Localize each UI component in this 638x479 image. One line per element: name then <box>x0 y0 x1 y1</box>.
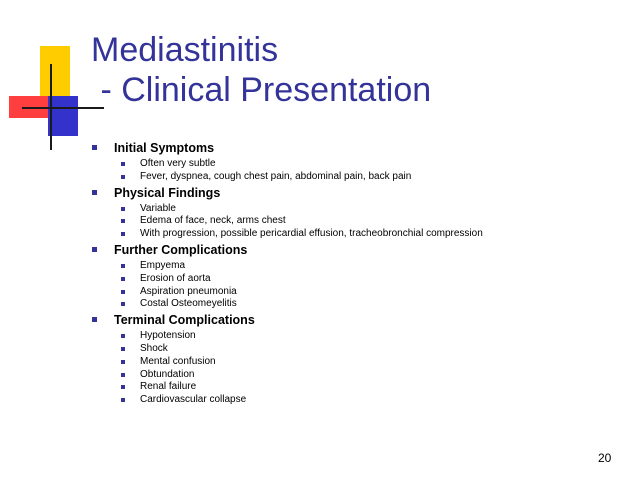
list-item <box>90 158 610 171</box>
list-item <box>90 171 610 184</box>
square-bullet-icon <box>121 360 125 364</box>
square-bullet-icon <box>121 347 125 351</box>
list-item-text: Renal failure <box>140 381 197 393</box>
list-item <box>90 394 610 407</box>
square-bullet-icon <box>92 247 97 252</box>
bullet-section <box>90 312 610 407</box>
list-item <box>90 381 610 394</box>
square-bullet-icon <box>121 207 125 211</box>
list-item <box>90 369 610 382</box>
list-item-text: Aspiration pneumonia <box>140 285 237 297</box>
section-heading-text: Further Complications <box>114 242 248 257</box>
section-heading <box>90 242 610 260</box>
square-bullet-icon <box>121 302 125 306</box>
list-item-text: Cardiovascular collapse <box>140 394 247 406</box>
list-item <box>90 273 610 286</box>
list-item <box>90 286 610 299</box>
section-heading <box>90 312 610 330</box>
section-heading <box>90 140 610 158</box>
list-item <box>90 215 610 228</box>
list-item-text: Variable <box>140 202 176 214</box>
list-item-text: Edema of face, neck, arms chest <box>140 215 286 227</box>
square-bullet-icon <box>121 334 125 338</box>
sub-bullet-list <box>90 203 610 241</box>
section-heading-text: Physical Findings <box>114 185 221 200</box>
square-bullet-icon <box>121 277 125 281</box>
list-item-text: Often very subtle <box>140 158 216 169</box>
square-bullet-icon <box>121 175 125 179</box>
title-line-2: - Clinical Presentation <box>91 71 432 109</box>
title-line-1: Mediastinitis <box>91 31 279 69</box>
square-bullet-icon <box>92 145 97 150</box>
square-bullet-icon <box>121 398 125 402</box>
list-item-text: Empyema <box>140 259 186 271</box>
list-item-text: Costal Osteomeyelitis <box>140 298 237 310</box>
square-bullet-icon <box>92 190 97 195</box>
sub-bullet-list <box>90 158 610 184</box>
bullet-section <box>90 185 610 241</box>
square-bullet-icon <box>92 317 97 322</box>
section-heading <box>90 185 610 203</box>
list-item <box>90 298 610 311</box>
square-bullet-icon <box>121 264 125 268</box>
square-bullet-icon <box>121 373 125 377</box>
section-heading-text: Initial Symptoms <box>114 141 215 155</box>
section-heading-text: Terminal Complications <box>114 313 255 328</box>
page-number: 20 <box>598 451 612 465</box>
square-bullet-icon <box>121 162 125 166</box>
list-item-text: Obtundation <box>140 368 195 380</box>
list-item <box>90 260 610 273</box>
list-item <box>90 343 610 356</box>
list-item-text: With progression, possible pericardial effusion, tracheobronchial compression <box>140 228 483 240</box>
decorative-vertical-line <box>50 64 52 150</box>
square-bullet-icon <box>121 290 125 294</box>
list-item-text: Erosion of aorta <box>140 272 211 284</box>
square-bullet-icon <box>121 219 125 223</box>
sub-bullet-list <box>90 330 610 407</box>
list-item <box>90 228 610 241</box>
bullet-content <box>90 140 610 408</box>
list-item <box>90 356 610 369</box>
list-item <box>90 203 610 216</box>
square-bullet-icon <box>121 385 125 389</box>
square-bullet-icon <box>121 232 125 236</box>
decorative-yellow-square <box>40 46 70 98</box>
bullet-section <box>90 140 610 184</box>
list-item-text: Mental confusion <box>140 355 216 367</box>
list-item-text: Hypotension <box>140 330 196 342</box>
slide-title <box>91 30 611 110</box>
list-item-text: Shock <box>140 342 168 354</box>
list-item-text: Fever, dyspnea, cough chest pain, abdominal pain, back pain <box>140 170 412 182</box>
bullet-section <box>90 242 610 311</box>
sub-bullet-list <box>90 260 610 311</box>
list-item <box>90 330 610 343</box>
decorative-blue-square <box>48 96 78 136</box>
